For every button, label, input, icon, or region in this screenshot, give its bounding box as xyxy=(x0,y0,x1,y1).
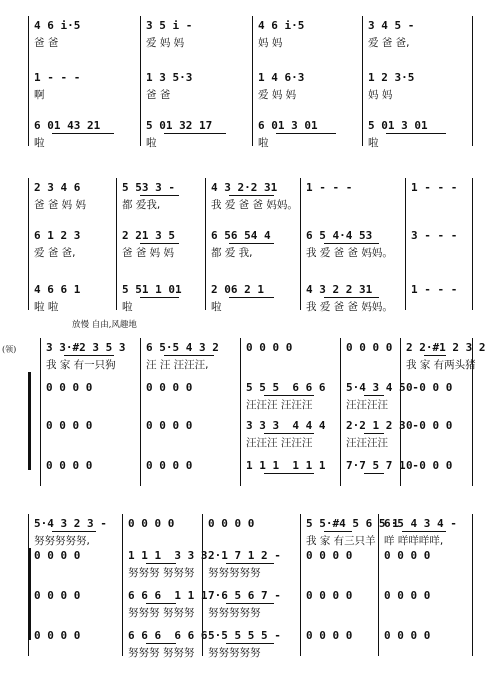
measure-notes: 3 4 5 - xyxy=(368,19,415,32)
measure-notes: 1 2 3·5 xyxy=(368,71,415,84)
measure-notes: 5·5 5 5 5 - xyxy=(208,629,281,642)
measure-lyrics: 啦 xyxy=(146,137,157,149)
measure-notes: 2 21 3 5 xyxy=(122,229,175,242)
measure-notes: 2·1 7 1 2 - xyxy=(208,549,281,562)
measure-notes: 0 0 0 0 xyxy=(306,629,353,642)
lyric-row xyxy=(0,198,500,212)
measure-notes: 6 5 4·4 53 xyxy=(306,229,373,242)
measure-lyrics: 爸 爸 妈 妈 xyxy=(122,247,175,259)
measure-notes: 3 3 3 4 4 4 xyxy=(246,419,326,432)
measure-notes: 6 1 2 3 xyxy=(34,229,81,242)
measure-notes: 7·7 5 7 1 - xyxy=(346,459,419,472)
notation-row xyxy=(0,18,500,34)
measure-notes: 0 0 0 0 xyxy=(46,381,93,394)
notation-row xyxy=(0,548,500,564)
measure-notes: 6 6 6 6 6 6 xyxy=(128,629,208,642)
measure-notes: 0 0 0 0 xyxy=(34,629,81,642)
lyric-row xyxy=(0,88,500,102)
lyric-row xyxy=(0,246,500,260)
measure-notes: 6 01 43 21 xyxy=(34,119,101,132)
measure-lyrics: 我 爱 爸 爸 妈妈。 xyxy=(306,301,393,313)
measure-lyrics: 都 爱 我, xyxy=(211,247,253,259)
measure-lyrics: 汪汪汪汪 xyxy=(346,437,388,449)
notation-row xyxy=(0,588,500,604)
measure-notes: 5 5·#4 5 6 5 1 xyxy=(306,517,399,530)
measure-notes: 4 6 i·5 xyxy=(258,19,305,32)
measure-notes: 0 0 0 0 xyxy=(208,517,255,530)
measure-notes: 6 5·5 4 3 2 xyxy=(146,341,219,354)
measure-lyrics: 汪汪汪汪 xyxy=(346,399,388,411)
measure-notes: 7·6 5 6 7 - xyxy=(208,589,281,602)
measure-lyrics: 都 爱我, xyxy=(122,199,161,211)
measure-notes: 0 0 0 0 xyxy=(406,381,453,394)
measure-notes: 2 3 4 6 xyxy=(34,181,81,194)
measure-lyrics: 啦 xyxy=(122,301,133,313)
measure-notes: 1 - - - xyxy=(306,181,353,194)
measure-notes: 1 - - - xyxy=(34,71,81,84)
measure-lyrics: 啦 xyxy=(211,301,222,313)
lyric-row xyxy=(0,436,500,450)
notation-row xyxy=(0,458,500,474)
measure-notes: 4 3 2·2 31 xyxy=(211,181,278,194)
measure-lyrics: 我 家 有三只羊 xyxy=(306,535,376,547)
measure-notes: 0 0 0 0 xyxy=(384,589,431,602)
measure-notes: 0 0 0 0 xyxy=(306,589,353,602)
measure-lyrics: 努努努努努 xyxy=(208,567,261,579)
measure-notes: 0 0 0 0 xyxy=(406,459,453,472)
measure-notes: 0 0 0 0 xyxy=(46,419,93,432)
measure-notes: 1 - - - xyxy=(411,283,458,296)
measure-notes: 0 0 0 0 xyxy=(246,341,293,354)
notation-row xyxy=(0,118,500,134)
notation-row xyxy=(0,380,500,396)
measure-lyrics: 爸 爸 xyxy=(146,89,171,101)
notation-row xyxy=(0,516,500,532)
measure-notes: 4 3 2 2 31 xyxy=(306,283,373,296)
measure-notes: 5·4 3 4 5 - xyxy=(346,381,419,394)
notation-row xyxy=(0,628,500,644)
measure-lyrics: 爸 爸 妈 妈 xyxy=(34,199,87,211)
measure-notes: 0 0 0 0 xyxy=(346,341,393,354)
measure-lyrics: 爸 爸 xyxy=(34,37,59,49)
measure-lyrics: 妈 妈 xyxy=(258,37,283,49)
measure-notes: 0 0 0 0 xyxy=(146,459,193,472)
measure-notes: 0 0 0 0 xyxy=(34,549,81,562)
lyric-row xyxy=(0,566,500,580)
measure-notes: 0 0 0 0 xyxy=(384,629,431,642)
measure-lyrics: 妈 妈 xyxy=(368,89,393,101)
lyric-row xyxy=(0,398,500,412)
measure-lyrics: 爱 爸 爸, xyxy=(368,37,410,49)
notation-row xyxy=(0,180,500,196)
measure-notes: 6 6 6 1 1 1 xyxy=(128,589,208,602)
measure-lyrics: 努努努 努努努 xyxy=(128,607,195,619)
measure-notes: 4 6 6 1 xyxy=(34,283,81,296)
measure-notes: 5 51 1 01 xyxy=(122,283,182,296)
measure-lyrics: 汪汪汪 汪汪汪 xyxy=(246,437,313,449)
notation-row xyxy=(0,340,500,356)
measure-lyrics: 我 家 有两头猪 xyxy=(406,359,476,371)
notation-row xyxy=(0,282,500,298)
measure-lyrics: 努努努 努努努 xyxy=(128,647,195,659)
measure-notes: 0 0 0 0 xyxy=(46,459,93,472)
notation-row xyxy=(0,228,500,244)
tempo-marking: 放慢 自由,风趣地 xyxy=(72,320,137,330)
lead-label: (领) xyxy=(2,345,17,354)
measure-notes: 0 0 0 0 xyxy=(384,549,431,562)
measure-lyrics: 我 爱 爸 爸 妈妈。 xyxy=(211,199,298,211)
measure-notes: 5·4 3 2 3 - xyxy=(34,517,107,530)
measure-notes: 1 1 1 1 1 1 xyxy=(246,459,326,472)
measure-lyrics: 努努努 努努努 xyxy=(128,567,195,579)
measure-notes: 5 01 3 01 xyxy=(368,119,428,132)
measure-notes: 6 01 3 01 xyxy=(258,119,318,132)
measure-lyrics: 努努努努努 xyxy=(208,607,261,619)
measure-notes: 3 5 i - xyxy=(146,19,193,32)
measure-notes: 0 0 0 0 xyxy=(406,419,453,432)
notation-row xyxy=(0,418,500,434)
measure-lyrics: 啦 xyxy=(368,137,379,149)
lyric-row xyxy=(0,358,500,372)
measure-notes: 5 5 5 6 6 6 xyxy=(246,381,326,394)
measure-notes: 4 6 i·5 xyxy=(34,19,81,32)
lyric-row xyxy=(0,646,500,660)
measure-notes: 2·2 1 2 3 - xyxy=(346,419,419,432)
lyric-row xyxy=(0,476,500,490)
lyric-row xyxy=(0,300,500,314)
measure-notes: 0 0 0 0 xyxy=(128,517,175,530)
measure-lyrics: 咩 咩咩咩咩, xyxy=(384,535,444,547)
measure-notes: 6·5 4 3 4 - xyxy=(384,517,457,530)
measure-notes: 2 06 2 1 xyxy=(211,283,264,296)
measure-lyrics: 爱 妈 妈 xyxy=(146,37,185,49)
measure-notes: 1 1 1 3 3 3 xyxy=(128,549,208,562)
measure-lyrics: 啦 xyxy=(258,137,269,149)
measure-lyrics: 汪汪汪 汪汪汪 xyxy=(246,399,313,411)
lyric-row xyxy=(0,36,500,50)
measure-notes: 1 3 5·3 xyxy=(146,71,193,84)
measure-lyrics: 汪 汪 汪汪汪, xyxy=(146,359,209,371)
measure-notes: 0 0 0 0 xyxy=(146,381,193,394)
lyric-row xyxy=(0,606,500,620)
measure-notes: 0 0 0 0 xyxy=(306,549,353,562)
measure-lyrics: 我 家 有一只狗 xyxy=(46,359,116,371)
lyric-row xyxy=(0,534,500,548)
measure-lyrics: 努努努努努, xyxy=(34,535,90,547)
measure-lyrics: 爱 爸 爸, xyxy=(34,247,76,259)
measure-lyrics: 啊 xyxy=(34,89,45,101)
measure-lyrics: 努努努努努 xyxy=(208,647,261,659)
measure-lyrics: 我 爱 爸 爸 妈妈。 xyxy=(306,247,393,259)
measure-notes: 0 0 0 0 xyxy=(146,419,193,432)
notation-row xyxy=(0,70,500,86)
measure-notes: 0 0 0 0 xyxy=(34,589,81,602)
measure-lyrics: 爱 妈 妈 xyxy=(258,89,297,101)
measure-lyrics: 啦 啦 xyxy=(34,301,59,313)
measure-notes: 3 - - - xyxy=(411,229,458,242)
measure-notes: 2 2·#1 2 3 2 xyxy=(406,341,486,354)
measure-notes: 6 56 54 4 xyxy=(211,229,271,242)
measure-notes: 1 - - - xyxy=(411,181,458,194)
lyric-row xyxy=(0,136,500,150)
measure-notes: 5 01 32 17 xyxy=(146,119,213,132)
measure-notes: 5 53 3 - xyxy=(122,181,175,194)
measure-notes: 3 3·#2 3 5 3 xyxy=(46,341,126,354)
measure-notes: 1 4 6·3 xyxy=(258,71,305,84)
measure-lyrics: 啦 xyxy=(34,137,45,149)
